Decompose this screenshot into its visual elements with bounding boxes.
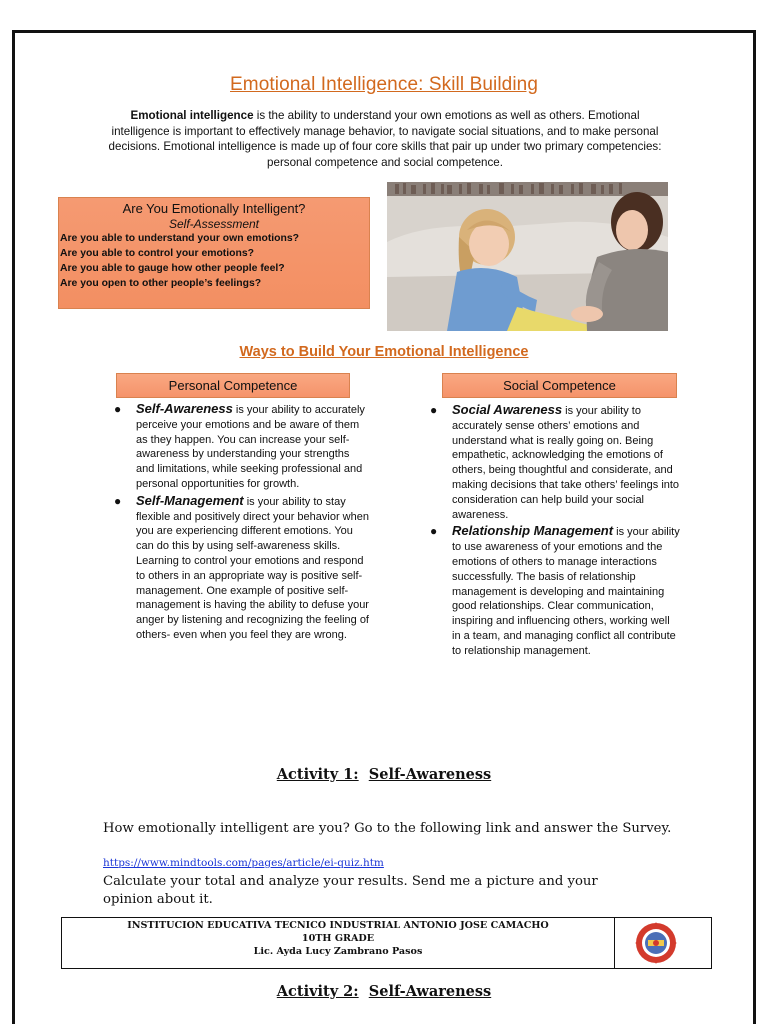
item-text: is your ability to use awareness of your emotions and the emotions of others to manage interactions successfully. The basis of relationship management is developing and maintaining good relationships. Clear communication, inspiring and influencing others, working well in a team, and managing conflict all contribute to relationship management.	[452, 526, 680, 657]
item-text: is your ability to accurately perceive your emotions and be aware of them as they happen. You can increase your self-awareness by understanding your strengths and limitations, while seeking professional and personal opportunities for growth.	[136, 404, 365, 490]
photo-girl-and-mother	[387, 182, 668, 331]
assessment-question: Are you open to other people’s feelings?	[60, 278, 262, 289]
bullet-icon: ●	[430, 524, 438, 539]
assessment-question: Are you able to gauge how other people feel?	[60, 263, 285, 274]
activity-question: How emotionally intelligent are you? Go to the following link and answer the Survey.	[103, 821, 672, 836]
school-name: INSTITUCION EDUCATIVA TECNICO INDUSTRIAL ANTONIO JOSE CAMACHO	[127, 920, 549, 931]
self-assessment-box	[58, 197, 370, 309]
ways-section-title: Ways to Build Your Emotional Intelligence	[239, 344, 529, 360]
activity-2-title: Self-Awareness	[368, 983, 492, 1000]
item-term: Relationship Management	[452, 523, 614, 539]
bullet-icon: ●	[430, 403, 438, 417]
footer-text-cell	[62, 918, 615, 968]
activity-1-heading	[0, 766, 768, 783]
personal-competence-list	[112, 402, 370, 645]
grade-label: 10TH GRADE	[301, 933, 375, 944]
item-term: Self-Awareness	[136, 401, 233, 416]
assessment-question: Are you able to understand your own emotions?	[60, 233, 300, 244]
list-item	[428, 403, 680, 522]
social-competence-list	[428, 403, 680, 661]
intro-paragraph	[100, 108, 670, 170]
assessment-title: Are You Emotionally Intelligent?	[122, 201, 306, 216]
activity-1-title: Self-Awareness	[368, 766, 492, 783]
assessment-subtitle: Self-Assessment	[168, 217, 260, 231]
personal-competence-header: Personal Competence	[116, 373, 350, 398]
intro-lead: Emotional intelligence	[130, 109, 254, 122]
list-item	[112, 494, 370, 643]
activity-1-label: Activity 1:	[276, 766, 359, 783]
photo-illustration	[387, 182, 668, 331]
social-competence-header: Social Competence	[442, 373, 677, 398]
assessment-question: Are you able to control your emotions?	[60, 248, 254, 259]
activity-instruction: Calculate your total and analyze your results. Send me a picture and your opinion about it.	[103, 874, 598, 907]
item-term: Self-Management	[136, 492, 244, 508]
item-text: is your ability to stay flexible and positively direct your behavior when you are experiencing different emotions. You can do this by using self-awareness skills. Learning to control your emotions and respond to others in an appropriate way is positive self-management. One example of positive self-management is having the ability to defuse your anger by listening and recognizing the feeling of others- even when you feel they are wrong.	[136, 495, 369, 641]
school-logo-icon	[635, 922, 677, 964]
school-footer	[61, 917, 712, 969]
intro-text: is the ability to understand your own emotions as well as others. Emotional intelligence is important to effectively manage behavior, to navigate social situations, and to make personal decisions. Emotional intelligence is made up of four core skills that pair up under two primary competencies: personal competence and social competence.	[108, 109, 662, 169]
activity-2-label: Activity 2:	[276, 983, 359, 1000]
item-term: Social Awareness	[452, 402, 563, 417]
list-item	[112, 402, 370, 492]
list-item	[428, 524, 680, 658]
quiz-link[interactable]: https://www.mindtools.com/pages/article/ei-quiz.htm	[103, 857, 384, 869]
activity-2-heading	[0, 983, 768, 1000]
document-title: Emotional Intelligence: Skill Building	[230, 74, 538, 95]
bullet-icon: ●	[114, 493, 122, 508]
teacher-name: Lic. Ayda Lucy Zambrano Pasos	[253, 946, 423, 957]
item-text: is your ability to accurately sense others’ emotions and understand what is really going on. Being empathetic, acknowledging the emotions of others, being thoughtful and considerate, and making decisions that take others’ feelings into consideration can help build your social awareness.	[452, 405, 680, 521]
bullet-icon: ●	[114, 402, 122, 416]
